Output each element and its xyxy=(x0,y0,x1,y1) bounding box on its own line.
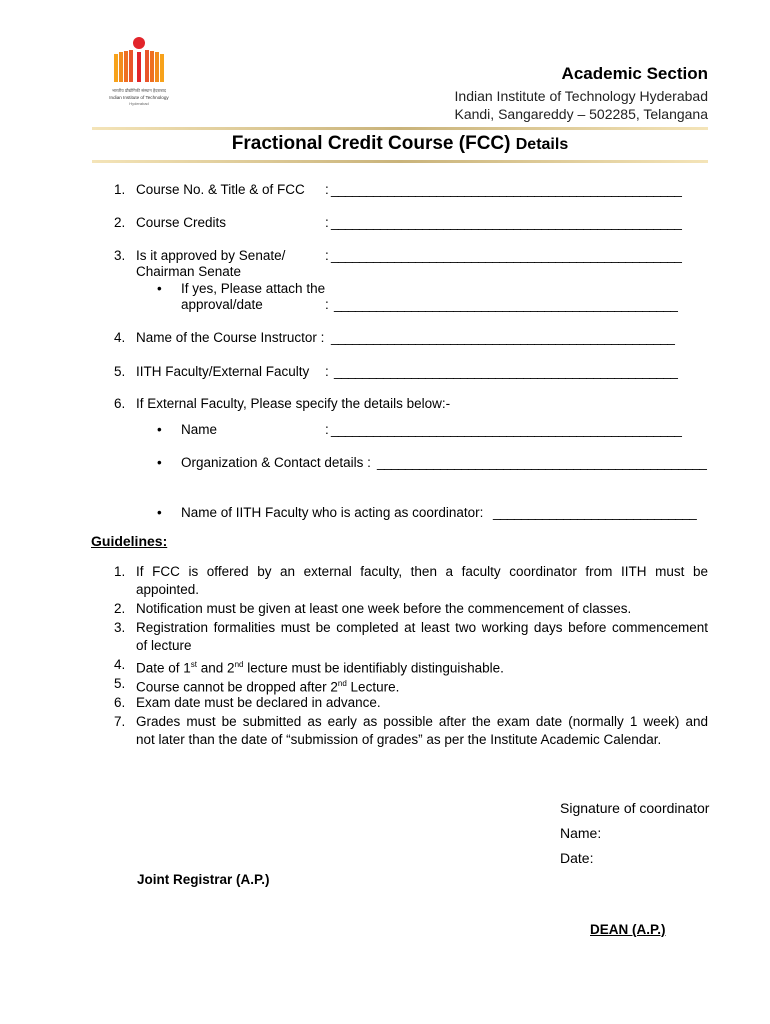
field-label-faculty-type: IITH Faculty/External Faculty xyxy=(136,364,310,379)
field-num: 1. xyxy=(114,182,126,197)
field-label-credits: Course Credits xyxy=(136,215,227,230)
faculty-type-line[interactable]: _________________________________________________ xyxy=(334,364,678,379)
guideline-item: 1. If FCC is offered by an external faculty, then a faculty coordinator from IITH must be appointed. xyxy=(114,564,708,597)
approval-attach-label: • If yes, Please attach the xyxy=(181,281,325,297)
svg-text:भारतीय प्रौद्योगिकी संस्थान है: भारतीय प्रौद्योगिकी संस्थान हैदराबाद xyxy=(112,88,166,93)
header-rule-bottom xyxy=(92,160,708,163)
guideline-item: 6. Exam date must be declared in advance. xyxy=(114,695,381,710)
field-num: 6. xyxy=(114,396,126,411)
approval-date-label: approval/date xyxy=(181,297,263,312)
svg-text:Hyderabad: Hyderabad xyxy=(129,101,149,106)
document-title: Fractional Credit Course (FCC) Details xyxy=(231,133,569,154)
field-label-external: If External Faculty, Please specify the details below:- xyxy=(136,396,451,411)
field-colon: : xyxy=(325,215,329,230)
field-num: 5. xyxy=(114,364,126,379)
header-rule-top xyxy=(92,127,708,130)
field-num: 4. xyxy=(114,330,126,345)
course-title-line[interactable]: __________________________________________________ xyxy=(331,182,682,197)
approval-date-line[interactable]: _________________________________________________ xyxy=(334,297,678,312)
field-label-instructor: Name of the Course Instructor : xyxy=(136,330,325,345)
guideline-item: 5. Course cannot be dropped after 2nd Lecture. xyxy=(114,676,400,695)
institute-name: Indian Institute of Technology Hyderabad xyxy=(454,88,708,104)
guidelines-heading: Guidelines: xyxy=(91,533,168,549)
field-colon: : xyxy=(325,182,329,197)
guideline-item: 2. Notification must be given at least one week before the commencement of classes. xyxy=(114,601,632,616)
coordinator-label: • Name of IITH Faculty who is acting as coordinator: xyxy=(181,505,483,521)
guideline-item: 3. Registration formalities must be completed at least two working days before commencement of lecture xyxy=(114,620,708,653)
section-title: Academic Section xyxy=(561,64,708,83)
coordinator-line[interactable]: _____________________________ xyxy=(493,505,697,520)
ext-name-label: • Name xyxy=(181,422,217,438)
coordinator-name-label: Name: xyxy=(560,825,602,841)
ext-name-line[interactable]: __________________________________________________ xyxy=(331,422,682,437)
coordinator-date-label: Date: xyxy=(560,850,594,866)
institute-address: Kandi, Sangareddy – 502285, Telangana xyxy=(454,106,708,122)
field-label-approved-2: Chairman Senate xyxy=(136,264,242,279)
dean-label: DEAN (A.P.) xyxy=(590,922,666,937)
joint-registrar-label: Joint Registrar (A.P.) xyxy=(137,872,270,887)
field-colon: : xyxy=(325,297,329,312)
iith-logo xyxy=(108,36,170,114)
ext-org-label: • Organization & Contact details : xyxy=(181,455,371,471)
field-num: 3. xyxy=(114,248,126,263)
guideline-item: 7. Grades must be submitted as early as possible after the exam date (normally 1 week) and not later than the date of “submission of grades” as per the Institute Academic Calendar. xyxy=(114,714,708,747)
field-label-approved: Is it approved by Senate/ xyxy=(136,248,286,263)
guideline-item: 4. Date of 1st and 2nd lecture must be identifiably distinguishable. xyxy=(114,657,504,676)
field-colon: : xyxy=(325,248,329,263)
field-colon: : xyxy=(325,364,329,379)
course-credits-line[interactable]: __________________________________________________ xyxy=(331,215,682,230)
instructor-line[interactable]: _________________________________________________ xyxy=(331,330,675,345)
field-colon: : xyxy=(325,422,329,437)
coordinator-signature-label: Signature of coordinator xyxy=(560,800,710,816)
svg-text:Indian Institute of Technology: Indian Institute of Technology xyxy=(109,95,169,100)
approval-line[interactable]: __________________________________________________ xyxy=(331,248,682,263)
field-label-course: Course No. & Title & of FCC xyxy=(136,182,305,197)
field-num: 2. xyxy=(114,215,126,230)
ext-org-line[interactable]: _______________________________________________ xyxy=(377,455,707,470)
